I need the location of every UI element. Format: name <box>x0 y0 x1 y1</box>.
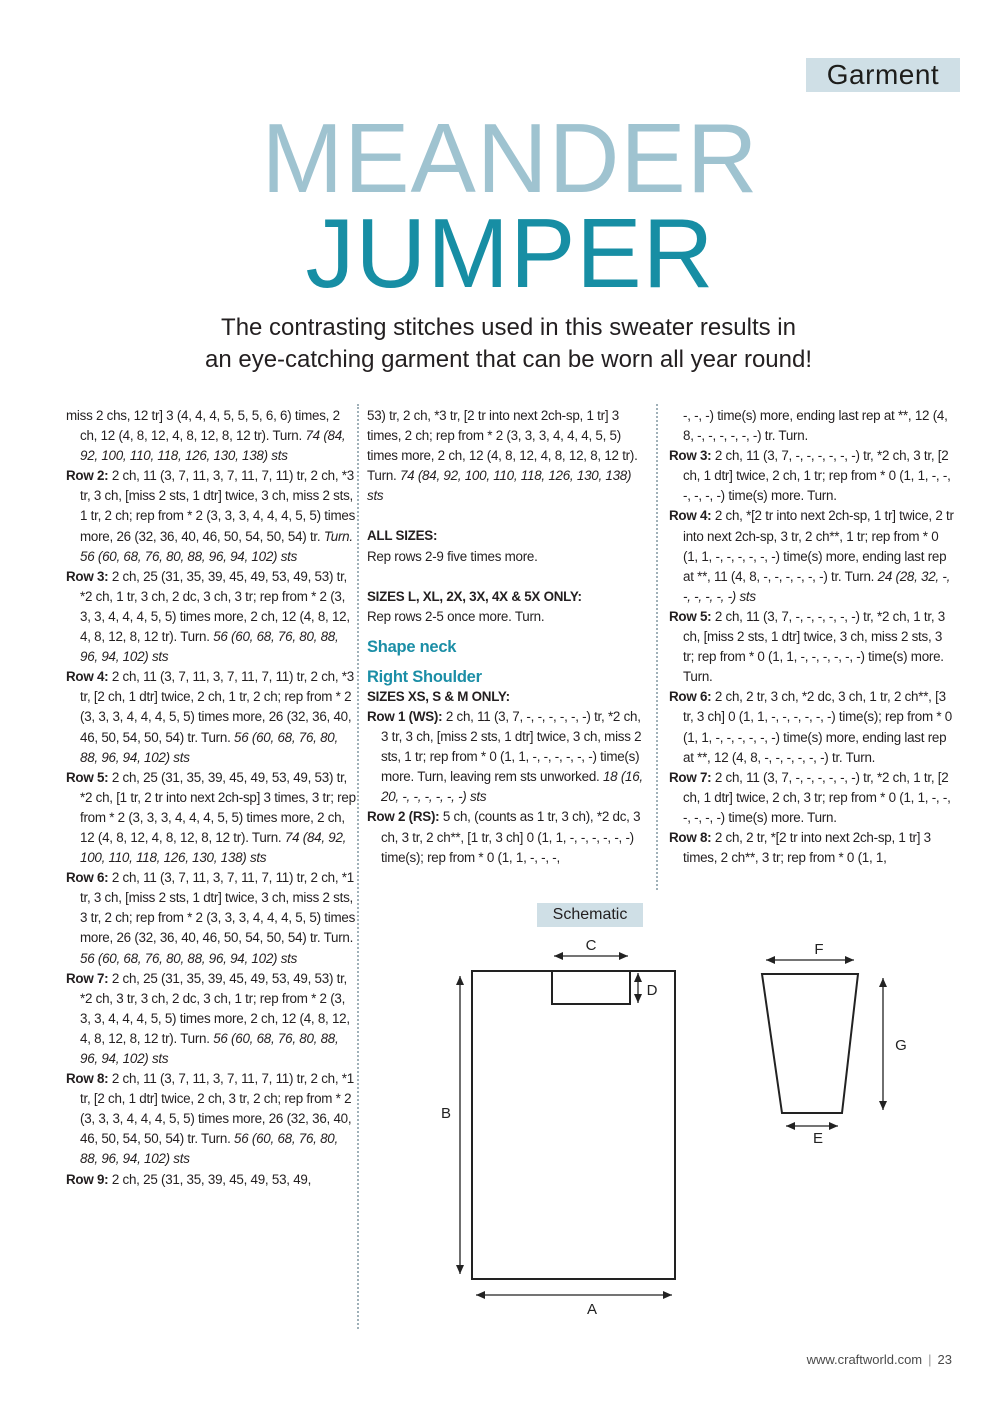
page-footer: www.craftworld.com | 23 <box>806 1352 952 1367</box>
sizes-l-text: Rep rows 2-5 once more. Turn. <box>367 608 545 624</box>
row-9-continued: 53) tr, 2 ch, *3 tr, [2 tr into next 2ch-sp, 1 tr] 3 times, 2 ch; rep from * 2 (3, 3, 3, 4, 4, 4, 5, 5) times more, 2 ch, 12 (4, 8, 12, 4, 8, 12, 8, 12 tr). Turn. 74 (84, 92, 100, 110, 118, 126, 130, 138) sts <box>367 408 638 504</box>
right-shoulder-heading: Right Shoulder <box>367 667 482 686</box>
title-line-1: MEANDER <box>261 103 759 213</box>
row-2: Row 2: 2 ch, 11 (3, 7, 11, 3, 7, 11, 7, 11) tr, 2 ch, *3 tr, 3 ch, [miss 2 sts, 1 dtr] twice, 3 ch, miss 2 sts, 1 tr, 2 ch; rep from * 2 (3, 3, 3, 4, 4, 4, 5, 5) times more, 26 (32, 36, 40, 46, 50, 54, 50, 54) tr. Turn. 56 (60, 68, 76, 80, 88, 96, 94, 102) sts <box>66 468 356 564</box>
pattern-column-1 <box>66 406 356 1190</box>
shoulder-row-7: Row 7: 2 ch, 11 (3, 7, -, -, -, -, -, -) tr, *2 ch, 1 tr, [2 ch, 1 dtr] twice, 2 ch, 3 tr; rep from * 0 (1, 1, -, -, -, -, -, -) time(s) more. Turn. <box>669 769 951 825</box>
shape-neck-heading: Shape neck <box>367 637 457 656</box>
shoulder-row-6: Row 6: 2 ch, 2 tr, 3 ch, *2 dc, 3 ch, 1 tr, 2 ch**, [3 tr, 3 ch] 0 (1, 1, -, -, -, -, -, -) time(s); rep from * 0 (1, 1, -, -, -, -, -, -) time(s) more, ending last rep at **, 12 (4, 8, -, -, -, -, -, -) tr. Turn. <box>669 689 952 765</box>
column-divider-1 <box>357 404 359 1329</box>
row-5: Row 5: 2 ch, 25 (31, 35, 39, 45, 49, 53, 49, 53) tr, *2 ch, [1 tr, 2 tr into next 2ch-sp] 3 times, 3 tr; rep from * 2 (3, 3, 3, 4, 4, 4, 5, 5) times more, 2 ch, 12 (4, 8, 12, 4, 8, 12, 8, 12 tr). Turn. 74 (84, 92, 100, 110, 118, 126, 130, 138) sts <box>66 769 356 866</box>
all-sizes-text: Rep rows 2-9 five times more. <box>367 548 538 564</box>
column-divider-2 <box>656 404 658 890</box>
shoulder-row-4: Row 4: 2 ch, *[2 tr into next 2ch-sp, 1 tr] twice, 2 tr into next 2ch-sp, 3 tr, 2 ch**, 1 tr; rep from * 0 (1, 1, -, -, -, -, -, -) time(s) more, ending last rep at **, 11 (4, 8, -, -, -, -, -, -) tr. Turn. 24 (28, 32, -, -, -, -, -, -) sts <box>669 508 954 604</box>
label-e: E <box>812 1130 824 1147</box>
row-9: Row 9: 2 ch, 25 (31, 35, 39, 45, 49, 53, 49, <box>66 1171 312 1187</box>
shoulder-row-5: Row 5: 2 ch, 11 (3, 7, -, -, -, -, -, -) tr, *2 ch, 1 tr, 3 ch, [miss 2 sts, 1 dtr] twice, 3 ch, miss 2 sts, 3 tr; rep from * 0 (1, 1, -, -, -, -, -, -) time(s) more. Turn. <box>669 608 945 685</box>
shoulder-row-2-continued: -, -, -) time(s) more, ending last rep at **, 12 (4, 8, -, -, -, -, -, -) tr. Turn. <box>683 408 948 444</box>
page-number: 23 <box>937 1352 952 1367</box>
pattern-column-2 <box>367 406 647 868</box>
row-3: Row 3: 2 ch, 25 (31, 35, 39, 45, 49, 53, 49, 53) tr, *2 ch, 1 tr, 3 ch, 2 dc, 3 ch, 3 tr; rep from * 2 (3, 3, 3, 4, 4, 4, 5, 5) times more, 2 ch, 12 (4, 8, 12, 4, 8, 12, 8, 12 tr). Turn. 56 (60, 68, 76, 80, 88, 96, 94, 102) sts <box>66 568 350 665</box>
row-1-continued: miss 2 chs, 12 tr] 3 (4, 4, 4, 5, 5, 5, 6, 6) times, 2 ch, 12 (4, 8, 12, 4, 8, 12, 8, 12 tr). Turn. 74 (84, 92, 100, 110, 118, 126, 130, 138) sts <box>66 408 346 464</box>
pattern-column-3 <box>669 406 955 868</box>
label-g: G <box>895 1037 907 1054</box>
schematic-diagram <box>430 930 930 1330</box>
body-panel <box>472 971 675 1279</box>
sizes-xs-heading: SIZES XS, S & M ONLY: <box>367 688 510 704</box>
subtitle <box>150 312 867 376</box>
row-7: Row 7: 2 ch, 25 (31, 35, 39, 45, 49, 53, 49, 53) tr, *2 ch, 3 tr, 3 ch, 2 dc, 3 ch, 1 tr; rep from * 2 (3, 3, 3, 4, 4, 4, 5, 5) times more, 2 ch, 12 (4, 8, 12, 4, 8, 12, 8, 12 tr). Turn. 56 (60, 68, 76, 80, 88, 96, 94, 102) sts <box>66 970 350 1066</box>
row-6: Row 6: 2 ch, 11 (3, 7, 11, 3, 7, 11, 7, 11) tr, 2 ch, *1 tr, 3 ch, [miss 2 sts, 1 dtr] twice, 3 ch, miss 2 sts, 3 tr, 2 ch; rep from * 2 (3, 3, 3, 4, 4, 4, 5, 5) times more, 26 (32, 36, 40, 46, 50, 54, 50, 54) tr. Turn. 56 (60, 68, 76, 80, 88, 96, 94, 102) sts <box>66 870 356 966</box>
shoulder-row-8: Row 8: 2 ch, 2 tr, *[2 tr into next 2ch-sp, 1 tr] 3 times, 2 ch**, 3 tr; rep from * 0 (1, 1, <box>669 829 931 866</box>
label-a: A <box>586 1301 598 1318</box>
schematic-label: Schematic <box>537 903 643 927</box>
label-b: B <box>440 1105 452 1122</box>
label-f: F <box>814 941 824 958</box>
shoulder-row-1: Row 1 (WS): 2 ch, 11 (3, 7, -, -, -, -, -, -) tr, *2 ch, 3 tr, 3 ch, [miss 2 sts, 1 dtr] twice, 3 ch, miss 2 sts, 1 tr; rep from * 0 (1, 1, -, -, -, -, -, -) time(s) more. Turn, leaving rem sts unworked. 18 (16, 20, -, -, -, -, -, -) sts <box>367 708 643 805</box>
title-line-2: JUMPER <box>305 198 715 308</box>
subtitle-line-1: The contrasting stitches used in this sweater results in <box>221 314 796 341</box>
row-8: Row 8: 2 ch, 11 (3, 7, 11, 3, 7, 11, 7, 11) tr, 2 ch, *1 tr, [2 ch, 1 dtr] twice, 2 ch, 3 tr, 2 ch; rep from * 2 (3, 3, 3, 4, 4, 4, 5, 5) times more, 26 (32, 36, 40, 46, 50, 54, 50, 54) tr. Turn. 56 (60, 68, 76, 80, 88, 96, 94, 102) sts <box>66 1071 354 1167</box>
row-4: Row 4: 2 ch, 11 (3, 7, 11, 3, 7, 11, 7, 11) tr, 2 ch, *3 tr, [2 ch, 1 dtr] twice, 2 ch, 1 tr, 2 ch; rep from * 2 (3, 3, 3, 4, 4, 4, 5, 5) times more, 26 (32, 36, 40, 46, 50, 54, 50, 54) tr. Turn. 56 (60, 68, 76, 80, 88, 96, 94, 102) sts <box>66 669 354 765</box>
sleeve-panel <box>762 974 858 1113</box>
label-d: D <box>646 982 658 999</box>
shoulder-row-2: Row 2 (RS): 5 ch, (counts as 1 tr, 3 ch), *2 dc, 3 ch, 3 tr, 2 ch**, [1 tr, 3 ch] 0 (1, 1, -, -, -, -, -, -) time(s); rep from * 0 (1, 1, -, -, -, <box>367 809 641 865</box>
neck-opening <box>552 971 630 1004</box>
label-c: C <box>585 937 597 954</box>
sizes-l-heading: SIZES L, XL, 2X, 3X, 4X & 5X ONLY: <box>367 588 582 604</box>
all-sizes-heading: ALL SIZES: <box>367 528 438 544</box>
subtitle-line-2: an eye-catching garment that can be worn all year round! <box>204 346 813 373</box>
category-tag: Garment <box>806 58 960 92</box>
footer-url: www.craftworld.com <box>806 1352 923 1367</box>
shoulder-row-3: Row 3: 2 ch, 11 (3, 7, -, -, -, -, -, -) tr, *2 ch, 3 tr, [2 ch, 1 dtr] twice, 2 ch, 1 tr; rep from * 0 (1, 1, -, -, -, -, -, -) time(s) more. Turn. <box>669 448 951 504</box>
